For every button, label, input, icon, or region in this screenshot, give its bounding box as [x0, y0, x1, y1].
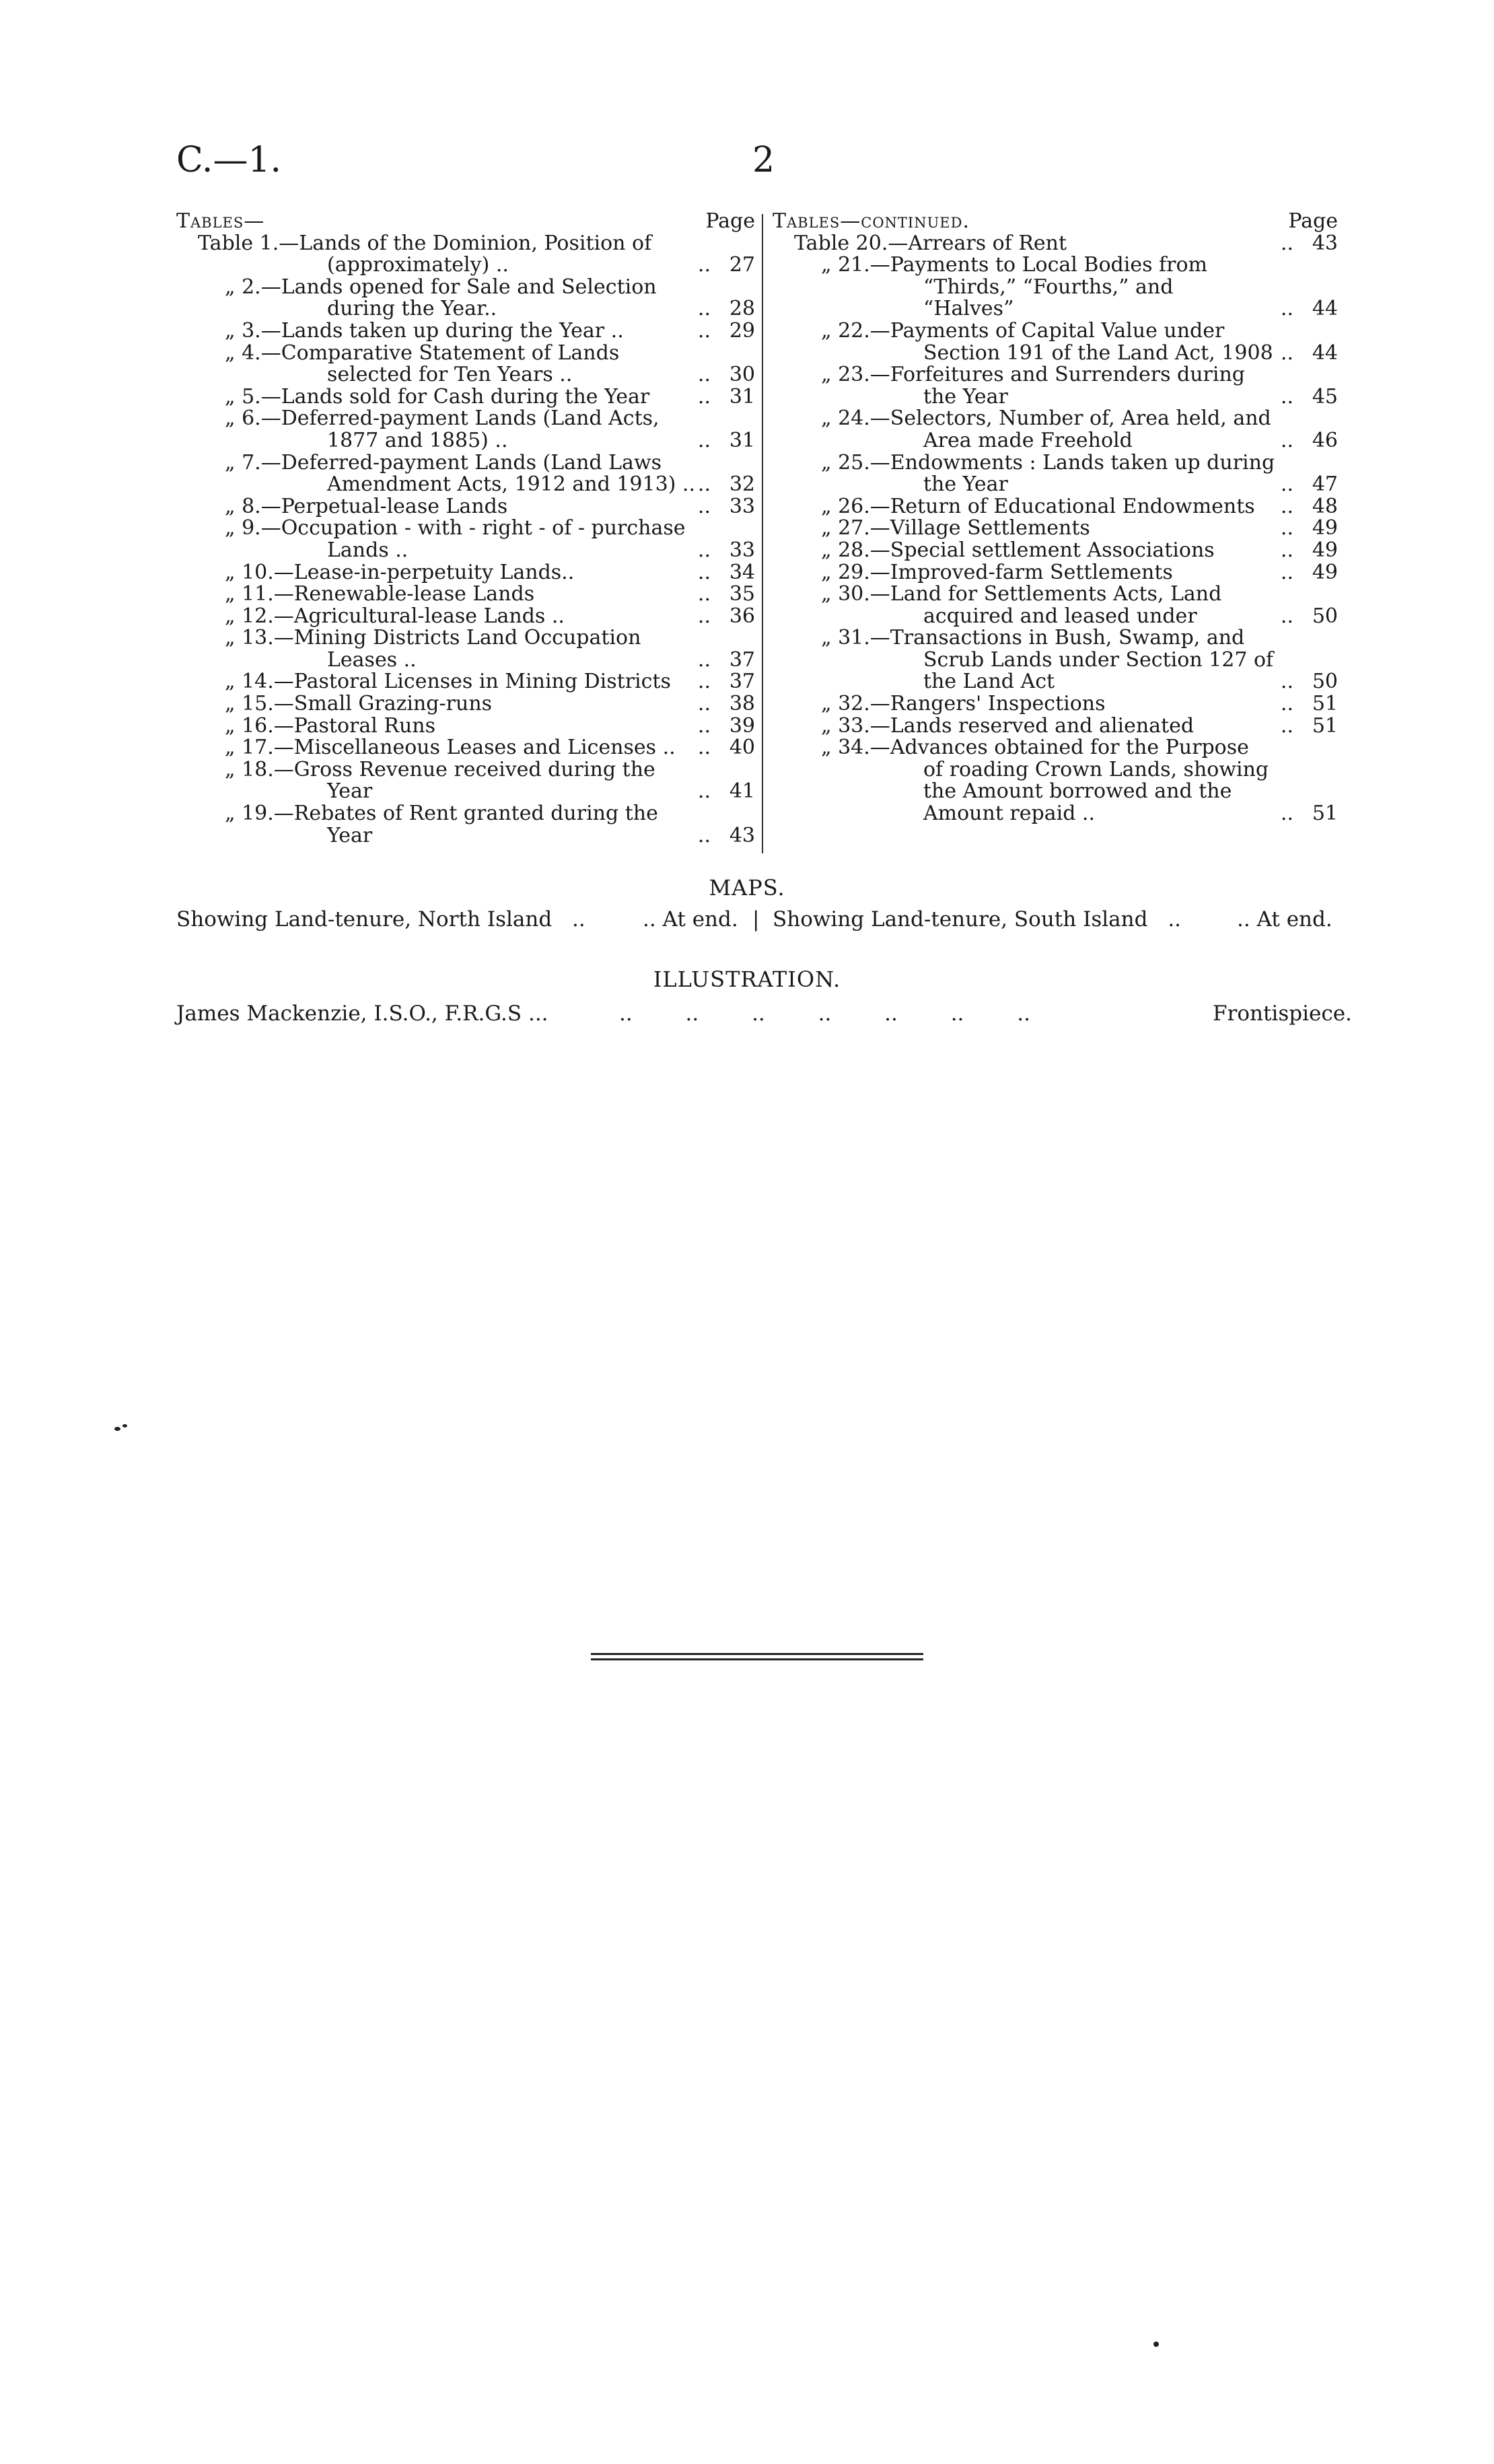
leader-dots: .. — [697, 647, 711, 672]
entry-page-number: 37 — [729, 670, 755, 694]
entry-title: „ 15.—Small Grazing-runs — [225, 692, 493, 716]
leader-dots: .. — [1280, 516, 1293, 540]
entry-title-continuation: Amendment Acts, 1912 and 1913) .. — [327, 472, 695, 497]
entry-title: „ 7.—Deferred-payment Lands (Land Laws — [225, 450, 662, 474]
table-entry — [176, 408, 755, 452]
entry-page-number: 47 — [1312, 472, 1338, 497]
table-entry — [176, 562, 755, 584]
entry-title: „ 5.—Lands sold for Cash during the Year — [225, 384, 650, 409]
entry-title: „ 23.—Forfeitures and Surrenders during — [821, 363, 1246, 387]
entry-title: „ 25.—Endowments : Lands taken up during — [821, 450, 1275, 474]
page-number: 2 — [752, 140, 775, 180]
table-entry — [176, 518, 755, 561]
table-entry — [773, 562, 1338, 584]
leader-dots: .. — [1280, 802, 1293, 826]
page-column-label: Page — [705, 209, 755, 233]
entry-title-continuation: “Thirds,” “Fourths,” and — [923, 275, 1174, 299]
entry-page-number: 46 — [1312, 428, 1338, 452]
table-entry — [773, 320, 1338, 364]
entry-title-continuation: 1877 and 1885) .. — [327, 428, 508, 452]
entry-title: „ 21.—Payments to Local Bodies from — [821, 253, 1207, 277]
leader-dots: .. — [1280, 560, 1293, 584]
entry-page-number: 41 — [729, 779, 755, 804]
table-entry — [773, 540, 1338, 562]
leader-dots: .. — [697, 670, 711, 694]
table-entry — [176, 715, 755, 738]
illustration-location: Frontispiece. — [1213, 1001, 1352, 1026]
table-entry — [176, 233, 755, 277]
entry-title: „ 3.—Lands taken up during the Year .. — [225, 318, 624, 343]
entry-title: „ 24.—Selectors, Number of, Area held, and — [821, 407, 1271, 431]
entry-title: „ 16.—Pastoral Runs — [225, 713, 436, 738]
entry-title: „ 32.—Rangers' Inspections — [821, 692, 1106, 716]
table-entry — [773, 584, 1338, 627]
map-south-location: .. At end. — [1237, 907, 1332, 931]
entry-page-number: 31 — [729, 384, 755, 409]
illustration-heading: ILLUSTRATION. — [653, 966, 841, 992]
leader-dots: .. — [697, 253, 711, 277]
entry-page-number: 28 — [729, 297, 755, 321]
table-entry — [176, 737, 755, 759]
table-entry — [773, 233, 1338, 255]
table-entry — [176, 671, 755, 693]
leader-dots: .. — [1280, 384, 1293, 409]
entry-title-continuation: the Land Act — [923, 670, 1055, 694]
entry-title-continuation: the Year — [923, 472, 1008, 497]
leader-dots: .. — [1280, 494, 1293, 518]
entry-title: „ 14.—Pastoral Licenses in Mining Districts — [225, 670, 671, 694]
leader-dots: .. — [1280, 231, 1293, 255]
map-north-location: .. At end. — [643, 907, 738, 931]
entry-page-number: 33 — [729, 494, 755, 518]
leader-dots: .. — [1280, 670, 1293, 694]
leader-dots: .. — [1280, 297, 1293, 321]
entry-page-number: 51 — [1312, 802, 1338, 826]
entry-title-continuation: during the Year.. — [327, 297, 497, 321]
leader-dots: .. — [1280, 538, 1293, 562]
entry-page-number: 30 — [729, 363, 755, 387]
entry-page-number: 33 — [729, 538, 755, 562]
entry-title: Table 20.—Arrears of Rent — [794, 231, 1067, 255]
leader-dots: .. — [1280, 472, 1293, 497]
entry-title: „ 30.—Land for Settlements Acts, Land — [821, 582, 1222, 606]
entry-title: „ 10.—Lease-in-perpetuity Lands.. — [225, 560, 575, 584]
entry-title-continuation: acquired and leased under — [923, 604, 1197, 628]
table-entry — [176, 759, 755, 803]
leader-dots: .. .. .. .. .. .. .. — [619, 1001, 1030, 1026]
map-entry-north: Showing Land-tenure, North Island .. — [176, 907, 585, 931]
entry-page-number: 35 — [729, 582, 755, 606]
entry-title: „ 34.—Advances obtained for the Purpose — [821, 736, 1249, 760]
leader-dots: .. — [697, 538, 711, 562]
entry-page-number: 39 — [729, 713, 755, 738]
entry-title: „ 28.—Special settlement Associations — [821, 538, 1215, 562]
entry-title-continuation: (approximately) .. — [327, 253, 509, 277]
leader-dots: .. — [697, 692, 711, 716]
entry-page-number: 37 — [729, 647, 755, 672]
tables-heading-row — [176, 211, 755, 233]
tables-continued-heading: Tables—continued. — [773, 209, 970, 233]
entry-title-continuation: Lands .. — [327, 538, 408, 562]
entry-page-number: 44 — [1312, 341, 1338, 365]
table-entry — [176, 343, 755, 386]
tables-list-right — [773, 211, 1338, 825]
table-entry — [773, 737, 1338, 824]
table-entry — [176, 277, 755, 320]
entry-title: „ 12.—Agricultural-lease Lands .. — [225, 604, 565, 628]
leader-dots: .. — [697, 604, 711, 628]
entry-title-continuation: Area made Freehold — [923, 428, 1133, 452]
entry-page-number: 36 — [729, 604, 755, 628]
entry-page-number: 29 — [729, 318, 755, 343]
entry-title: „ 31.—Transactions in Bush, Swamp, and — [821, 626, 1245, 650]
ink-speck — [114, 1427, 120, 1431]
illustration-entry — [176, 1001, 548, 1026]
entry-title: „ 19.—Rebates of Rent granted during the — [225, 802, 658, 826]
leader-dots: .. — [1280, 341, 1293, 365]
table-entry — [176, 496, 755, 518]
leader-dots: .. — [697, 297, 711, 321]
table-entry — [773, 496, 1338, 518]
entry-page-number: 50 — [1312, 604, 1338, 628]
entry-title-continuation: Leases .. — [327, 647, 417, 672]
entry-title-continuation: Scrub Lands under Section 127 of — [923, 647, 1274, 672]
map-north-title: Showing Land-tenure, North Island — [176, 907, 553, 931]
table-entry — [176, 803, 755, 847]
leader-dots: .. — [697, 736, 711, 760]
ink-speck — [122, 1424, 127, 1428]
tables-continued-heading-row — [773, 211, 1338, 233]
entry-title: „ 17.—Miscellaneous Leases and Licenses .. — [225, 736, 676, 760]
table-entry — [176, 606, 755, 628]
table-entry — [773, 518, 1338, 540]
ink-speck — [1153, 2342, 1159, 2347]
entry-page-number: 32 — [729, 472, 755, 497]
map-divider: | — [752, 907, 760, 931]
leader-dots: .. — [1280, 713, 1293, 738]
illustration-title: James Mackenzie, I.S.O., F.R.G.S ... — [176, 1001, 548, 1026]
entry-page-number: 43 — [729, 823, 755, 847]
entry-page-number: 51 — [1312, 713, 1338, 738]
leader-dots: .. — [1280, 692, 1293, 716]
entry-title: „ 9.—Occupation - with - right - of - purchase — [225, 516, 686, 540]
entry-page-number: 38 — [729, 692, 755, 716]
entry-title-continuation: Section 191 of the Land Act, 1908 — [923, 341, 1273, 365]
table-entry — [176, 627, 755, 671]
table-entry — [773, 452, 1338, 496]
leader-dots: .. — [697, 384, 711, 409]
entry-title: „ 29.—Improved-farm Settlements — [821, 560, 1173, 584]
leader-dots: .. — [697, 713, 711, 738]
leader-dots: .. — [697, 472, 711, 497]
entry-page-number: 40 — [729, 736, 755, 760]
table-entry — [176, 693, 755, 715]
document-reference: C.—1. — [176, 140, 282, 180]
table-entry — [773, 693, 1338, 715]
entry-title-continuation: Year — [327, 779, 373, 804]
entry-title: „ 2.—Lands opened for Sale and Selection — [225, 275, 657, 299]
entry-page-number: 49 — [1312, 538, 1338, 562]
leader-dots: .. — [697, 428, 711, 452]
entry-title-continuation: selected for Ten Years .. — [327, 363, 573, 387]
entry-page-number: 45 — [1312, 384, 1338, 409]
page-column-label: Page — [1288, 209, 1338, 233]
entry-title: „ 6.—Deferred-payment Lands (Land Acts, — [225, 407, 660, 431]
leader-dots: .. — [697, 779, 711, 804]
map-south-title: Showing Land-tenure, South Island — [773, 907, 1148, 931]
entry-page-number: 49 — [1312, 516, 1338, 540]
entry-title: „ 11.—Renewable-lease Lands — [225, 582, 535, 606]
table-entry — [176, 452, 755, 496]
entry-title-continuation: “Halves” — [923, 297, 1014, 321]
entry-title: „ 33.—Lands reserved and alienated — [821, 713, 1195, 738]
entry-title: „ 27.—Village Settlements — [821, 516, 1090, 540]
tables-list-left — [176, 211, 755, 847]
entry-page-number: 51 — [1312, 692, 1338, 716]
table-entry — [176, 386, 755, 409]
entry-title: „ 13.—Mining Districts Land Occupation — [225, 626, 641, 650]
leader-dots: .. — [697, 318, 711, 343]
entry-title-continuation: the Year — [923, 384, 1008, 409]
entry-page-number: 44 — [1312, 297, 1338, 321]
table-entry — [773, 627, 1338, 693]
entry-page-number: 31 — [729, 428, 755, 452]
leader-dots: .. — [697, 823, 711, 847]
leader-dots: .. — [697, 494, 711, 518]
entry-title: „ 26.—Return of Educational Endowments — [821, 494, 1255, 518]
closing-double-rule — [591, 1653, 923, 1664]
entry-title-continuation: of roading Crown Lands, showing — [923, 757, 1269, 781]
entry-title-continuation: the Amount borrowed and the — [923, 779, 1232, 804]
entry-page-number: 49 — [1312, 560, 1338, 584]
entry-title: Table 1.—Lands of the Dominion, Position of — [198, 231, 652, 255]
table-entry — [176, 320, 755, 343]
entry-title: „ 4.—Comparative Statement of Lands — [225, 341, 620, 365]
entry-title: „ 8.—Perpetual-lease Lands — [225, 494, 508, 518]
column-divider — [762, 214, 763, 853]
leader-dots: .. — [697, 363, 711, 387]
entry-page-number: 48 — [1312, 494, 1338, 518]
table-entry — [773, 408, 1338, 452]
leader-dots: .. — [697, 582, 711, 606]
entry-page-number: 34 — [729, 560, 755, 584]
entry-page-number: 50 — [1312, 670, 1338, 694]
leader-dots: .. — [1280, 604, 1293, 628]
leader-dots: .. — [1280, 428, 1293, 452]
leader-dots: .. — [697, 560, 711, 584]
tables-heading: Tables— — [176, 209, 265, 233]
map-entry-south: Showing Land-tenure, South Island .. — [773, 907, 1182, 931]
entry-title-continuation: Year — [327, 823, 373, 847]
table-entry — [773, 715, 1338, 738]
table-entry — [773, 364, 1338, 408]
table-entry — [176, 584, 755, 606]
table-entry — [773, 254, 1338, 320]
entry-title: „ 22.—Payments of Capital Value under — [821, 318, 1225, 343]
entry-title-continuation: Amount repaid .. — [923, 802, 1095, 826]
entry-page-number: 27 — [729, 253, 755, 277]
maps-heading: MAPS. — [709, 875, 785, 901]
entry-page-number: 43 — [1312, 231, 1338, 255]
entry-title: „ 18.—Gross Revenue received during the — [225, 757, 655, 781]
